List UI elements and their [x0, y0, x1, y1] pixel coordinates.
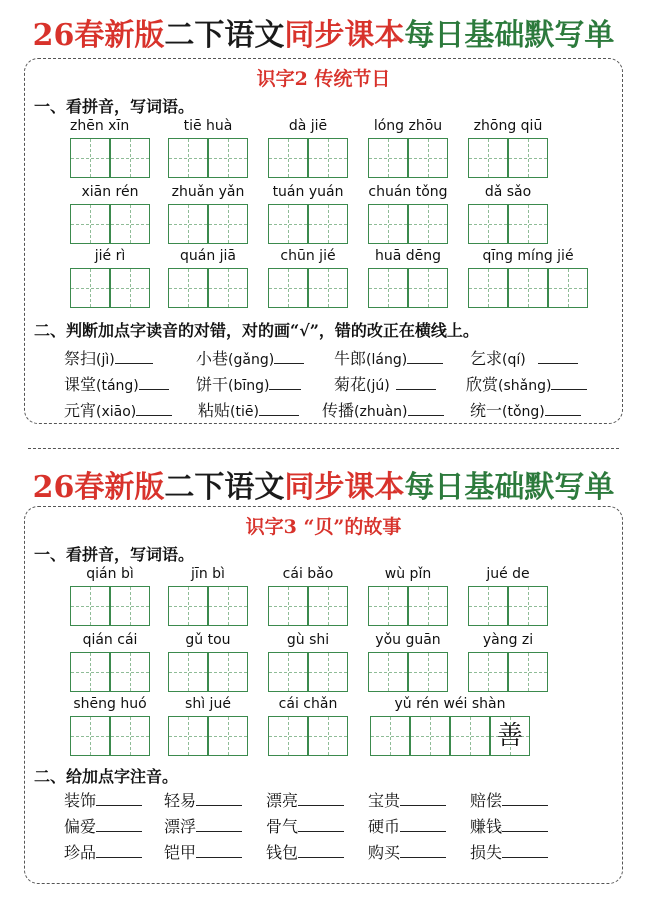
writing-box[interactable] [168, 268, 208, 308]
answer-blank[interactable] [538, 348, 578, 364]
lesson1-section2-title: 二、判断加点字读音的对错，对的画“√”，错的改正在横线上。 [34, 321, 479, 340]
pinyin-label: zhuǎn yǎn [171, 184, 245, 200]
judge-item: 小巷(gǎng) [196, 346, 304, 369]
writing-box[interactable] [168, 586, 208, 626]
writing-box[interactable] [110, 586, 150, 626]
writing-box[interactable] [508, 268, 548, 308]
pinyin-label: yǒu guān [375, 632, 441, 648]
lesson2-section1-title: 一、看拼音，写词语。 [34, 545, 195, 564]
pinyin-label: chuán tǒng [368, 184, 448, 200]
judge-item: 牛郎(láng) [334, 346, 443, 369]
annotate-item: 损失 [470, 840, 548, 863]
writing-box[interactable] [110, 138, 150, 178]
annotate-item: 装饰 [64, 788, 142, 811]
writing-box[interactable] [468, 652, 508, 692]
pinyin-label: zhēn xīn [70, 118, 130, 134]
writing-box[interactable] [368, 268, 408, 308]
judge-item: 饼干(bīng) [196, 372, 301, 395]
writing-box[interactable] [168, 138, 208, 178]
writing-box[interactable] [268, 652, 308, 692]
lesson2-title: 识字3 “贝”的故事 [245, 516, 402, 538]
pinyin-label: zhōng qiū [473, 118, 543, 134]
writing-box[interactable] [110, 204, 150, 244]
writing-box[interactable] [70, 716, 110, 756]
writing-box[interactable] [308, 138, 348, 178]
writing-box[interactable] [368, 586, 408, 626]
page-header [0, 10, 647, 54]
answer-blank[interactable] [502, 790, 548, 806]
answer-blank[interactable] [196, 790, 242, 806]
answer-blank[interactable] [96, 790, 142, 806]
header-part1: 26春新版 [32, 18, 165, 53]
lesson1-title: 识字2 传统节日 [256, 68, 391, 90]
judge-item: 传播(zhuàn) [322, 398, 444, 421]
pinyin-label: cái bǎo [282, 566, 334, 582]
writing-box[interactable] [368, 204, 408, 244]
answer-blank[interactable] [96, 842, 142, 858]
writing-box[interactable] [410, 716, 450, 756]
writing-box[interactable] [268, 716, 308, 756]
writing-box[interactable] [70, 586, 110, 626]
annotate-item: 轻易 [164, 788, 242, 811]
pinyin-label: cái chǎn [278, 696, 338, 712]
writing-box[interactable] [168, 716, 208, 756]
writing-box[interactable] [408, 204, 448, 244]
annotate-item: 赔偿 [470, 788, 548, 811]
pinyin-label: chūn jié [280, 248, 336, 264]
answer-blank[interactable] [298, 816, 344, 832]
answer-blank[interactable] [408, 400, 444, 416]
writing-box[interactable] [508, 586, 548, 626]
writing-box[interactable] [368, 138, 408, 178]
pinyin-label: dà jiē [288, 118, 328, 134]
answer-blank[interactable] [298, 842, 344, 858]
answer-blank[interactable] [115, 348, 153, 364]
section-divider [28, 448, 619, 449]
writing-box[interactable] [70, 268, 110, 308]
writing-box[interactable] [450, 716, 490, 756]
pinyin-label: shēng huó [73, 696, 147, 712]
annotate-item: 骨气 [266, 814, 344, 837]
answer-blank[interactable] [502, 842, 548, 858]
answer-blank[interactable] [400, 816, 446, 832]
answer-blank[interactable] [502, 816, 548, 832]
pinyin-label: lóng zhōu [373, 118, 443, 134]
answer-blank[interactable] [545, 400, 581, 416]
writing-box[interactable] [468, 268, 508, 308]
pinyin-label: dǎ sǎo [484, 184, 532, 200]
writing-box[interactable] [508, 652, 548, 692]
answer-blank[interactable] [269, 374, 301, 390]
judge-item: 欣赏(shǎng) [466, 372, 587, 395]
pinyin-label: qīng míng jié [482, 248, 574, 264]
pinyin-label: tiē huà [183, 118, 233, 134]
writing-box[interactable] [370, 716, 410, 756]
writing-box[interactable] [490, 716, 530, 756]
writing-box[interactable] [368, 652, 408, 692]
writing-box[interactable] [208, 652, 248, 692]
answer-blank[interactable] [298, 790, 344, 806]
filled-character: 善 [496, 721, 523, 751]
annotate-item: 购买 [368, 840, 446, 863]
writing-box[interactable] [208, 268, 248, 308]
judge-item: 元宵(xiāo) [64, 398, 172, 421]
pinyin-label: qián bì [86, 566, 134, 582]
answer-blank[interactable] [274, 348, 304, 364]
header-part3: 同步课本 [284, 18, 405, 53]
header-part4: 每日基础默写单 [404, 18, 615, 53]
annotate-item: 珍品 [64, 840, 142, 863]
writing-box[interactable] [268, 138, 308, 178]
writing-box[interactable] [208, 204, 248, 244]
writing-box[interactable] [208, 586, 248, 626]
writing-box[interactable] [70, 204, 110, 244]
pinyin-label: qián cái [82, 632, 138, 648]
judge-item: 课堂(táng) [64, 372, 169, 395]
writing-box[interactable] [508, 204, 548, 244]
writing-box[interactable] [110, 268, 150, 308]
answer-blank[interactable] [400, 842, 446, 858]
writing-box[interactable] [208, 716, 248, 756]
writing-box[interactable] [70, 652, 110, 692]
answer-blank[interactable] [139, 374, 169, 390]
annotate-item: 赚钱 [470, 814, 548, 837]
answer-blank[interactable] [196, 816, 242, 832]
annotate-item: 漂浮 [164, 814, 242, 837]
writing-box[interactable] [468, 204, 508, 244]
judge-item: 统一(tǒng) [470, 398, 581, 421]
writing-box[interactable] [168, 204, 208, 244]
writing-box[interactable] [508, 138, 548, 178]
judge-item: 菊花(jú) [334, 372, 436, 395]
pinyin-label: wù pǐn [384, 566, 432, 582]
annotate-item: 铠甲 [164, 840, 242, 863]
pinyin-label: gù shi [286, 632, 330, 648]
pinyin-label: jué de [486, 566, 530, 582]
writing-box[interactable] [110, 652, 150, 692]
writing-box[interactable] [308, 268, 348, 308]
writing-box[interactable] [268, 204, 308, 244]
pinyin-label: jié rì [94, 248, 126, 264]
answer-blank[interactable] [407, 348, 443, 364]
pinyin-label: quán jiā [179, 248, 237, 264]
judge-item: 乞求(qí) [470, 346, 578, 369]
writing-box[interactable] [308, 716, 348, 756]
judge-item: 祭扫(jì) [64, 346, 153, 369]
answer-blank[interactable] [136, 400, 172, 416]
writing-box[interactable] [110, 716, 150, 756]
page-header: 26春新版二下语文同步课本每日基础默写单 [32, 470, 615, 505]
writing-box[interactable] [268, 268, 308, 308]
answer-blank[interactable] [400, 790, 446, 806]
pinyin-label: yǔ rén wéi shàn [394, 696, 506, 712]
writing-box[interactable] [208, 138, 248, 178]
pinyin-label: xiān rén [81, 184, 139, 200]
annotate-item: 宝贵 [368, 788, 446, 811]
answer-blank[interactable] [259, 400, 299, 416]
header-part2: 二下语文 [164, 18, 285, 53]
judge-item: 粘贴(tiē) [198, 398, 299, 421]
pinyin-label: shì jué [185, 696, 231, 712]
writing-box[interactable] [308, 204, 348, 244]
pinyin-label: gǔ tou [185, 632, 231, 648]
pinyin-label: huā dēng [374, 248, 442, 264]
writing-box[interactable] [408, 138, 448, 178]
answer-blank[interactable] [396, 374, 436, 390]
answer-blank[interactable] [196, 842, 242, 858]
pinyin-label: tuán yuán [272, 184, 344, 200]
annotate-item: 偏爱 [64, 814, 142, 837]
writing-box[interactable] [468, 586, 508, 626]
annotate-item: 硬币 [368, 814, 446, 837]
writing-box[interactable] [168, 652, 208, 692]
writing-box[interactable] [70, 138, 110, 178]
lesson2-section2-title: 二、给加点字注音。 [34, 767, 179, 786]
pinyin-label: yàng zi [482, 632, 534, 648]
writing-box[interactable] [408, 586, 448, 626]
annotate-item: 漂亮 [266, 788, 344, 811]
writing-box[interactable] [548, 268, 588, 308]
pinyin-label: jīn bì [191, 566, 225, 582]
answer-blank[interactable] [551, 374, 587, 390]
writing-box[interactable] [408, 268, 448, 308]
annotate-item: 钱包 [266, 840, 344, 863]
writing-box[interactable] [308, 652, 348, 692]
writing-box[interactable] [268, 586, 308, 626]
writing-box[interactable] [468, 138, 508, 178]
lesson1-section1-title: 一、看拼音，写词语。 [34, 97, 195, 116]
writing-box[interactable] [408, 652, 448, 692]
writing-box[interactable] [308, 586, 348, 626]
answer-blank[interactable] [96, 816, 142, 832]
